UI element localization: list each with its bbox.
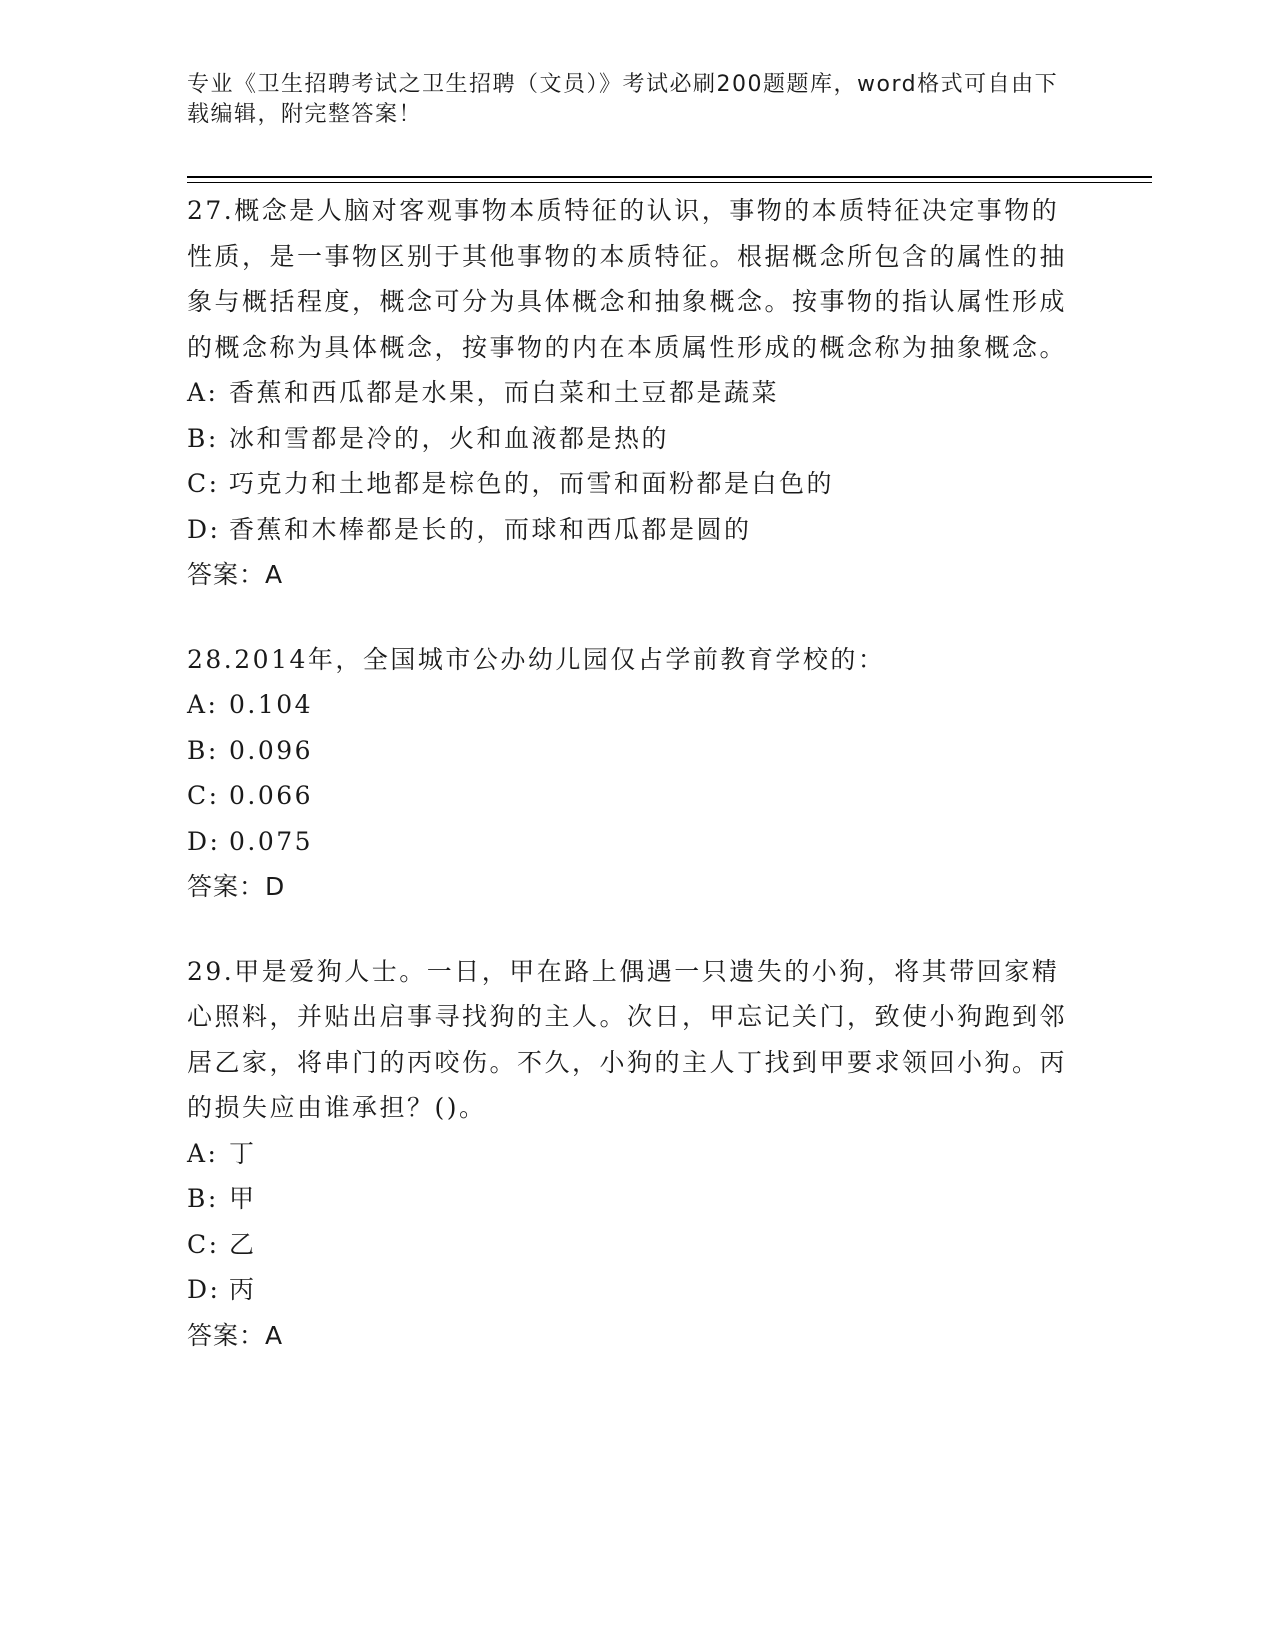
- option-d: [187, 1267, 1067, 1313]
- question-stem: 28.2014年，全国城市公办幼儿园仅占学前教育学校的：: [187, 644, 886, 674]
- option-letter: B:: [187, 423, 219, 453]
- answer-line: 答案：A: [187, 1320, 284, 1350]
- option-c: [187, 773, 1067, 819]
- option-c: [187, 461, 1067, 507]
- option-text: 香蕉和西瓜都是水果，而白菜和土豆都是蔬菜: [229, 378, 780, 407]
- question-27: [187, 188, 1067, 598]
- question-list: [187, 188, 1067, 1397]
- option-text: 丙: [229, 1275, 257, 1304]
- answer-line: 答案：A: [187, 560, 284, 589]
- option-letter: A:: [187, 690, 219, 719]
- option-letter: D:: [187, 826, 221, 856]
- option-b: [187, 728, 1067, 774]
- option-text: 0.104: [229, 690, 314, 719]
- option-letter: B:: [187, 1184, 219, 1213]
- option-letter: C:: [187, 1229, 220, 1259]
- option-b: [187, 1176, 1067, 1222]
- header-divider-thin: [187, 182, 1152, 183]
- header-divider-thick: [187, 176, 1152, 178]
- option-a: [187, 1131, 1067, 1177]
- option-letter: C:: [187, 781, 220, 810]
- option-text: 冰和雪都是冷的，火和血液都是热的: [229, 423, 670, 453]
- answer-line: 答案：D: [187, 872, 286, 901]
- option-letter: B:: [187, 735, 219, 765]
- option-letter: A:: [187, 1138, 219, 1168]
- option-a: [187, 682, 1067, 728]
- question-29: [187, 949, 1067, 1359]
- question-stem: 29.甲是爱狗人士。一日，甲在路上偶遇一只遗失的小狗，将其带回家精心照料，并贴出启事寻找狗的主人。次日，甲忘记关门，致使小狗跑到邻居乙家，将串门的丙咬伤。不久，小狗的主人丁找到甲要求领回小狗。丙的损失应由谁承担？()。: [187, 956, 1068, 1122]
- option-text: 乙: [229, 1229, 257, 1259]
- option-c: [187, 1222, 1067, 1268]
- option-letter: A:: [187, 378, 219, 407]
- document-header: 专业《卫生招聘考试之卫生招聘（文员）》考试必刷200题题库，word格式可自由下载编辑，附完整答案！: [187, 72, 1059, 127]
- option-letter: C:: [187, 469, 220, 498]
- question-stem: 27.概念是人脑对客观事物本质特征的认识，事物的本质特征决定事物的性质，是一事物区别于其他事物的本质特征。根据概念所包含的属性的抽象与概括程度，概念可分为具体概念和抽象概念。按事物的指认属性形成的概念称为具体概念，按事物的内在本质属性形成的概念称为抽象概念。: [187, 196, 1068, 362]
- question-28: [187, 637, 1067, 910]
- option-d: [187, 507, 1067, 553]
- option-text: 丁: [229, 1138, 257, 1168]
- option-text: 0.075: [229, 826, 314, 856]
- option-letter: D:: [187, 514, 221, 544]
- option-text: 巧克力和土地都是棕色的，而雪和面粉都是白色的: [229, 469, 835, 498]
- option-text: 香蕉和木棒都是长的，而球和西瓜都是圆的: [229, 514, 752, 544]
- option-text: 甲: [229, 1184, 257, 1213]
- option-text: 0.066: [229, 781, 314, 810]
- option-text: 0.096: [229, 735, 314, 765]
- option-letter: D:: [187, 1275, 221, 1304]
- option-a: [187, 370, 1067, 416]
- option-b: [187, 416, 1067, 462]
- option-d: [187, 819, 1067, 865]
